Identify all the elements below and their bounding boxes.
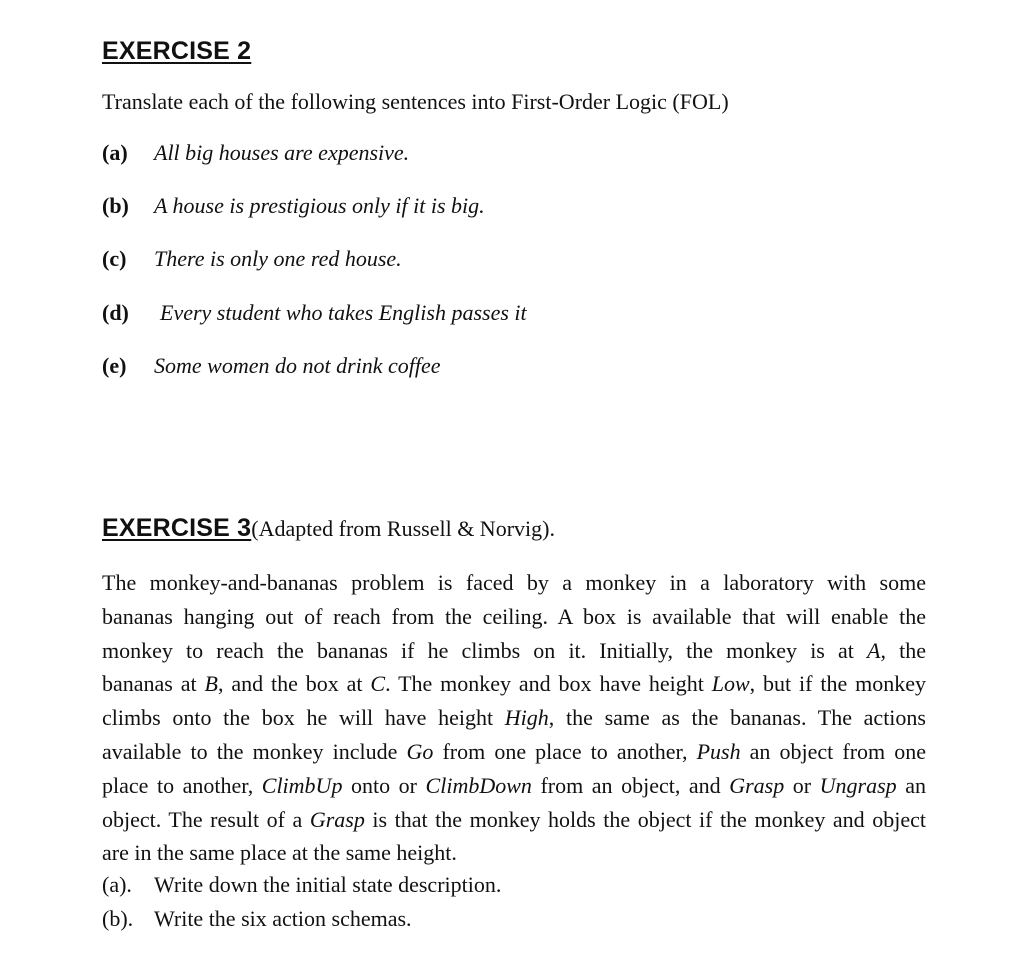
item-label: (a): [102, 140, 128, 165]
item-label: (c): [102, 246, 127, 271]
exercise-2-instruction: Translate each of the following sentences into First-Order Logic (FOL): [102, 89, 729, 114]
paragraph-line: object. The result of a Grasp is that the monkey holds the object if the monkey and object: [102, 806, 926, 832]
paragraph-line: available to the monkey include Go from one place to another, Push an object from one: [102, 738, 926, 764]
exercise-3-subitem-b: [102, 906, 412, 932]
paragraph-line: bananas hanging out of reach from the ceiling. A box is available that will enable the: [102, 603, 926, 629]
exercise-2-item-c: [102, 246, 402, 272]
item-text: A house is prestigious only if it is big.: [154, 193, 485, 218]
exercise-2-item-d: [102, 300, 527, 326]
exercise-2-item-e: [102, 353, 441, 379]
exercise-3-title-line: [102, 514, 555, 543]
item-label: (b): [102, 193, 129, 218]
subitem-label: (b).: [102, 906, 134, 931]
subitem-label: (a).: [102, 872, 132, 897]
exercise-2-heading: EXERCISE 2: [102, 37, 252, 65]
exercise-3-heading: EXERCISE 3: [102, 514, 252, 542]
paragraph-line: monkey to reach the bananas if he climbs on it. Initially, the monkey is at A, the: [102, 637, 926, 663]
item-label: (e): [102, 353, 127, 378]
exercise-3-paragraph: [102, 566, 926, 870]
item-text: All big houses are expensive.: [154, 140, 410, 165]
subitem-text: Write the six action schemas.: [154, 906, 412, 931]
subitem-text: Write down the initial state description.: [154, 872, 502, 897]
exercise-3-subitem-a: [102, 872, 501, 898]
exercise-3-source: (Adapted from Russell & Norvig).: [251, 516, 555, 541]
paragraph-line: place to another, ClimbUp onto or ClimbDown from an object, and Grasp or Ungrasp an: [102, 772, 927, 798]
exercise-2-item-a: [102, 140, 409, 166]
item-text: Every student who takes English passes it: [160, 300, 527, 325]
item-text: There is only one red house.: [154, 246, 402, 271]
paragraph-line: bananas at B, and the box at C. The monkey and box have height Low, but if the monkey: [102, 671, 926, 697]
item-label: (d): [102, 300, 129, 325]
item-text: Some women do not drink coffee: [154, 353, 441, 378]
exercise-2-item-b: [102, 193, 485, 219]
paragraph-line: The monkey-and-bananas problem is faced by a monkey in a laboratory with some: [102, 570, 926, 595]
paragraph-line: climbs onto the box he will have height High, the same as the bananas. The actions: [102, 705, 926, 731]
paragraph-line: are in the same place at the same height.: [102, 840, 457, 866]
